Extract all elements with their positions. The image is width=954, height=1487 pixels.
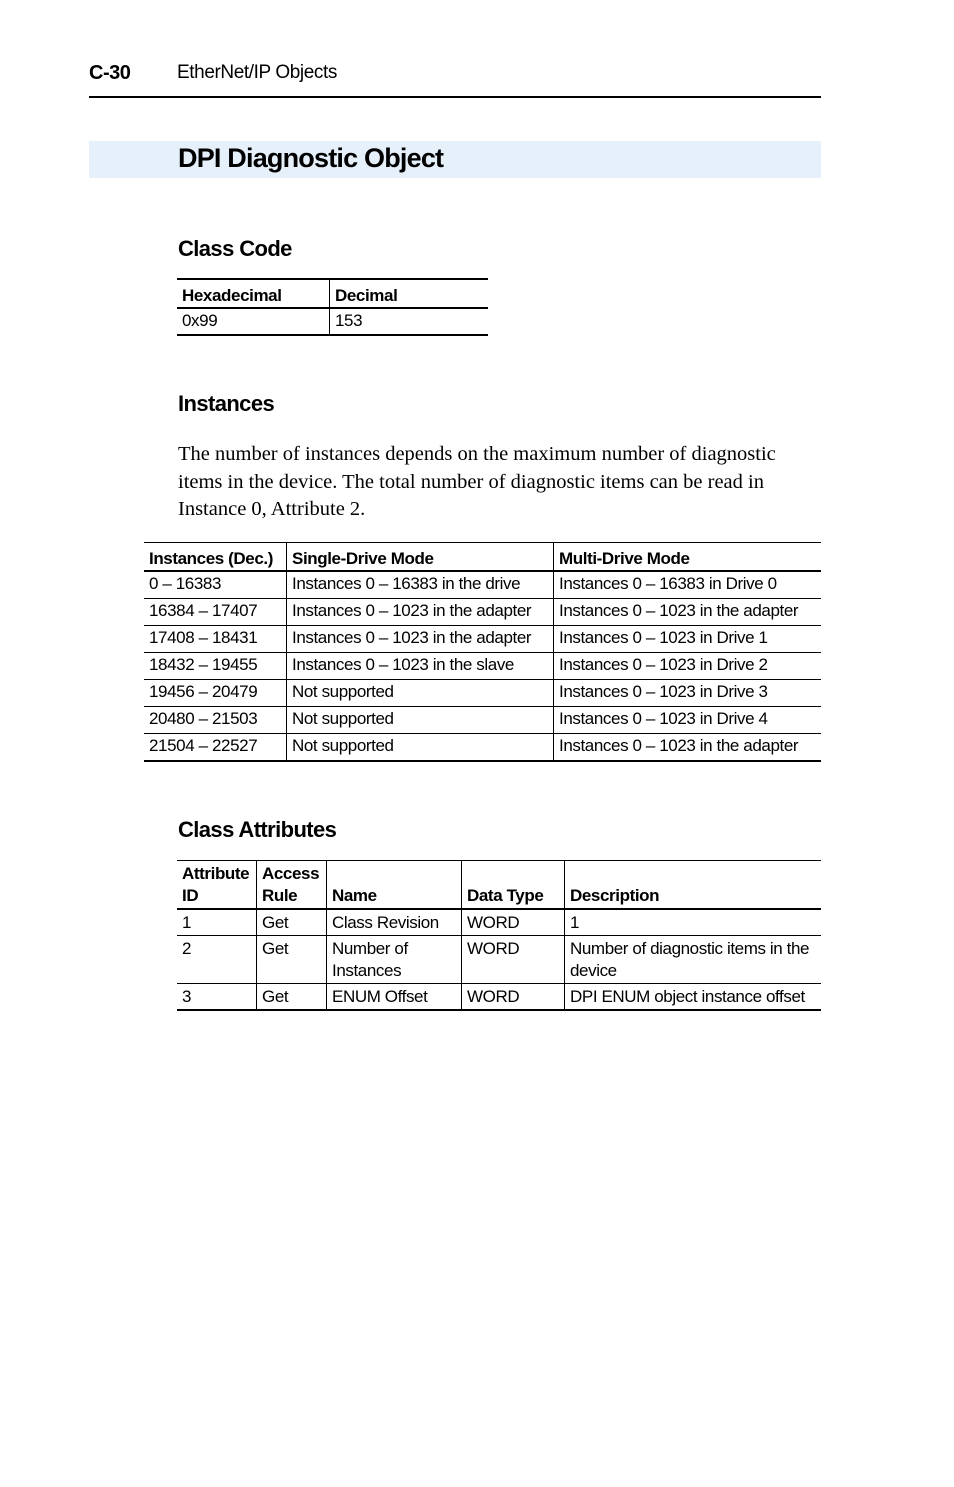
class-code-table bbox=[177, 278, 488, 336]
table-cell: Not supported bbox=[287, 707, 554, 734]
table-cell: WORD bbox=[462, 984, 565, 1011]
table-cell: 153 bbox=[330, 308, 489, 335]
table-cell: Instances 0 – 1023 in the adapter bbox=[554, 599, 822, 626]
table-cell: Get bbox=[257, 909, 327, 936]
table-cell: Instances 0 – 1023 in Drive 1 bbox=[554, 626, 822, 653]
table-row bbox=[177, 308, 488, 335]
column-header: Hexadecimal bbox=[177, 279, 330, 308]
table-cell: DPI ENUM object instance offset bbox=[565, 984, 822, 1011]
table-row bbox=[144, 707, 821, 734]
table-cell: Instances 0 – 1023 in Drive 3 bbox=[554, 680, 822, 707]
table-cell: Class Revision bbox=[327, 909, 462, 936]
page-number: C-30 bbox=[89, 62, 131, 84]
class-code-heading: Class Code bbox=[178, 236, 292, 261]
table-cell: Instances 0 – 16383 in the drive bbox=[287, 571, 554, 599]
table-row bbox=[144, 653, 821, 680]
table-cell: 1 bbox=[177, 909, 257, 936]
class-attributes-heading: Class Attributes bbox=[178, 817, 337, 842]
table-cell: Get bbox=[257, 984, 327, 1011]
table-cell: 19456 – 20479 bbox=[144, 680, 287, 707]
section-banner bbox=[89, 141, 821, 178]
section-title: DPI Diagnostic Object bbox=[178, 143, 444, 173]
chapter-title: EtherNet/IP Objects bbox=[177, 62, 337, 83]
table-cell: Instances 0 – 1023 in the adapter bbox=[554, 734, 822, 762]
column-header: Data Type bbox=[462, 861, 565, 910]
table-row bbox=[177, 909, 821, 936]
table-cell: 16384 – 17407 bbox=[144, 599, 287, 626]
table-cell: 20480 – 21503 bbox=[144, 707, 287, 734]
table-header-row bbox=[177, 279, 488, 308]
table-row bbox=[144, 734, 821, 762]
column-header: Single-Drive Mode bbox=[287, 543, 554, 572]
table-header-row bbox=[144, 543, 821, 572]
table-cell: ENUM Offset bbox=[327, 984, 462, 1011]
table-cell: 1 bbox=[565, 909, 822, 936]
table-row bbox=[144, 680, 821, 707]
column-header: Decimal bbox=[330, 279, 489, 308]
table-cell: 3 bbox=[182, 987, 192, 1006]
table-cell: Instances 0 – 1023 in Drive 4 bbox=[554, 707, 822, 734]
table-row bbox=[144, 626, 821, 653]
table-row bbox=[177, 936, 821, 984]
column-header: Attribute ID bbox=[177, 861, 257, 910]
table-cell: Instances 0 – 1023 in the adapter bbox=[287, 599, 554, 626]
table-cell: Instances 0 – 1023 in Drive 2 bbox=[554, 653, 822, 680]
column-header: Multi-Drive Mode bbox=[554, 543, 822, 572]
table-cell: Instances 0 – 16383 in Drive 0 bbox=[554, 571, 822, 599]
column-header: Name bbox=[327, 861, 462, 910]
column-header: Description bbox=[565, 861, 822, 910]
table-row bbox=[177, 984, 821, 1011]
table-cell: Not supported bbox=[287, 680, 554, 707]
instances-heading: Instances bbox=[178, 391, 275, 416]
table-row bbox=[144, 571, 821, 599]
table-cell: 17408 – 18431 bbox=[144, 626, 287, 653]
column-header: Instances (Dec.) bbox=[144, 543, 287, 572]
table-cell: WORD bbox=[462, 909, 565, 936]
table-cell: 18432 – 19455 bbox=[144, 653, 287, 680]
table-cell: 21504 – 22527 bbox=[149, 736, 258, 755]
table-row bbox=[144, 599, 821, 626]
table-header-row bbox=[177, 861, 821, 910]
page-header bbox=[89, 60, 821, 98]
table-cell: 2 bbox=[177, 936, 257, 984]
table-cell: Instances 0 – 1023 in the adapter bbox=[287, 626, 554, 653]
table-cell: WORD bbox=[462, 936, 565, 984]
table-cell: 0 – 16383 bbox=[144, 571, 287, 599]
instances-description: The number of instances depends on the maximum number of diagnostic items in the device. The total number of diagnostic items can be read in Instance 0, Attribute 2. bbox=[178, 443, 776, 520]
class-attributes-table bbox=[177, 860, 821, 1011]
column-header: Access Rule bbox=[257, 861, 327, 910]
table-cell: Instances 0 – 1023 in the slave bbox=[287, 653, 554, 680]
table-cell: Number of diagnostic items in the device bbox=[565, 936, 822, 984]
table-cell: 0x99 bbox=[182, 311, 218, 330]
instances-table bbox=[144, 542, 821, 762]
table-cell: Number of Instances bbox=[327, 936, 462, 984]
table-cell: Get bbox=[257, 936, 327, 984]
table-cell: Not supported bbox=[287, 734, 554, 762]
